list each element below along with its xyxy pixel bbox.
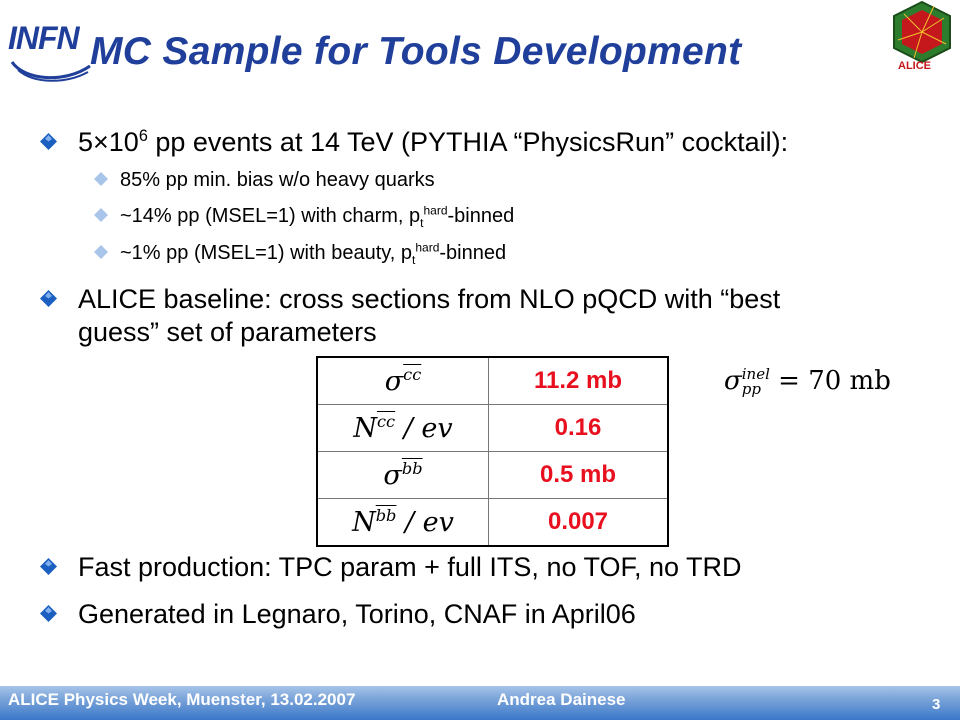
infn-logo-text: INFN — [8, 20, 79, 56]
footer-bar — [0, 686, 960, 720]
sub-bullet-icon — [94, 245, 108, 259]
footer-event: ALICE Physics Week, Muenster, 13.02.2007 — [8, 690, 356, 709]
table-row — [317, 452, 668, 499]
diamond-bullet-icon — [40, 290, 57, 307]
sub-bullet-icon — [94, 172, 108, 186]
diamond-bullet-icon — [40, 558, 57, 575]
bullet-events: $5\times 10^6$ pp events at 14 TeV (PYTHIA “PhysicsRun” cocktail): — [78, 126, 788, 159]
diamond-bullet-icon — [40, 133, 57, 150]
sigma-bb-label: $\sigma^{\overline{bb}}$ — [317, 452, 489, 499]
subbullet-minbias: 85% pp min. bias w/o heavy quarks — [120, 168, 435, 192]
cross-section-table — [316, 356, 669, 547]
subbullet-beauty: ~1% pp (MSEL=1) with beauty, $p_t^{hard}$-binned — [120, 241, 506, 265]
bullet-fast-production: Fast production: TPC param + full ITS, no TOF, no TRD — [78, 551, 742, 584]
sigma-bb-value: 0.5 mb — [489, 452, 669, 499]
diamond-bullet-icon — [40, 605, 57, 622]
footer-author: Andrea Dainese — [497, 690, 626, 709]
sigma-inel-equation: σ inel pp = 70 mb — [724, 365, 891, 398]
alice-logo — [884, 0, 960, 72]
n-cc-label: $N^{\overline{cc}}$ / ev — [317, 405, 489, 452]
table-row — [317, 357, 668, 405]
bullet-baseline: ALICE baseline: cross sections from NLO pQCD with “best guess” set of parameters — [78, 283, 780, 349]
table-row — [317, 499, 668, 547]
n-cc-value: 0.16 — [489, 405, 669, 452]
svg-text:ALICE: ALICE — [898, 60, 931, 72]
bullet-generated: Generated in Legnaro, Torino, CNAF in April06 — [78, 598, 636, 631]
sub-bullet-icon — [94, 208, 108, 222]
sigma-cc-value: 11.2 mb — [489, 357, 669, 405]
subbullet-charm: ~14% pp (MSEL=1) with charm, $p_t^{hard}$-binned — [120, 204, 514, 228]
n-bb-value: 0.007 — [489, 499, 669, 547]
n-bb-label: $N^{\overline{bb}}$ / ev — [317, 499, 489, 547]
slide-title: MC Sample for Tools Development — [90, 30, 742, 73]
page-number: 3 — [932, 696, 941, 713]
table-row — [317, 405, 668, 452]
sigma-cc-label: $\sigma^{\overline{cc}}$ — [317, 357, 489, 405]
